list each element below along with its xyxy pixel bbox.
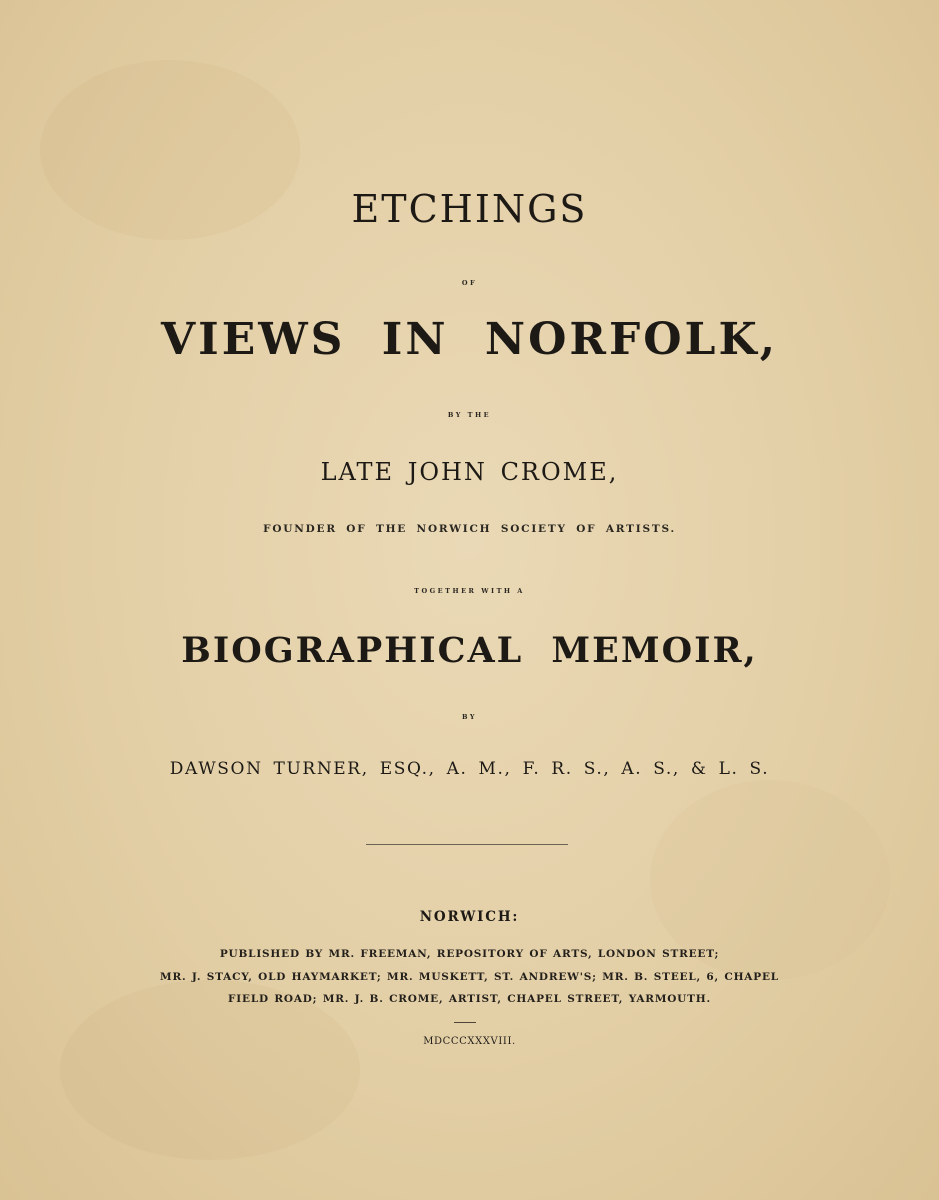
memoir-author: DAWSON TURNER, ESQ., A. M., F. R. S., A. S., & L. S. (169, 759, 770, 779)
paper-stain (60, 980, 360, 1160)
divider-rule (366, 844, 568, 845)
author-description: FOUNDER OF THE NORWICH SOCIETY OF ARTISTS. (263, 523, 676, 535)
subtitle: VIEWS IN NORFOLK, (160, 314, 779, 365)
of-text: OF (461, 279, 478, 287)
by-the-text: BY THE (447, 411, 492, 419)
imprint-line: PUBLISHED BY MR. FREEMAN, REPOSITORY OF ARTS, LONDON STREET; (219, 948, 720, 960)
together-with-text: TOGETHER WITH A (414, 587, 525, 595)
author-name: LATE JOHN CROME, (320, 458, 619, 486)
memoir-title: BIOGRAPHICAL MEMOIR, (181, 630, 758, 671)
by-text: BY (461, 713, 478, 721)
imprint-place: NORWICH: (419, 909, 520, 925)
publication-year: MDCCCXXXVIII. (423, 1036, 516, 1047)
main-title: ETCHINGS (351, 187, 588, 231)
imprint-line: FIELD ROAD; MR. J. B. CROME, ARTIST, CHAPEL STREET, YARMOUTH. (228, 993, 711, 1005)
imprint-line: MR. J. STACY, OLD HAYMARKET; MR. MUSKETT, ST. ANDREW'S; MR. B. STEEL, 6, CHAPEL (160, 971, 779, 983)
small-divider-rule (454, 1022, 476, 1023)
